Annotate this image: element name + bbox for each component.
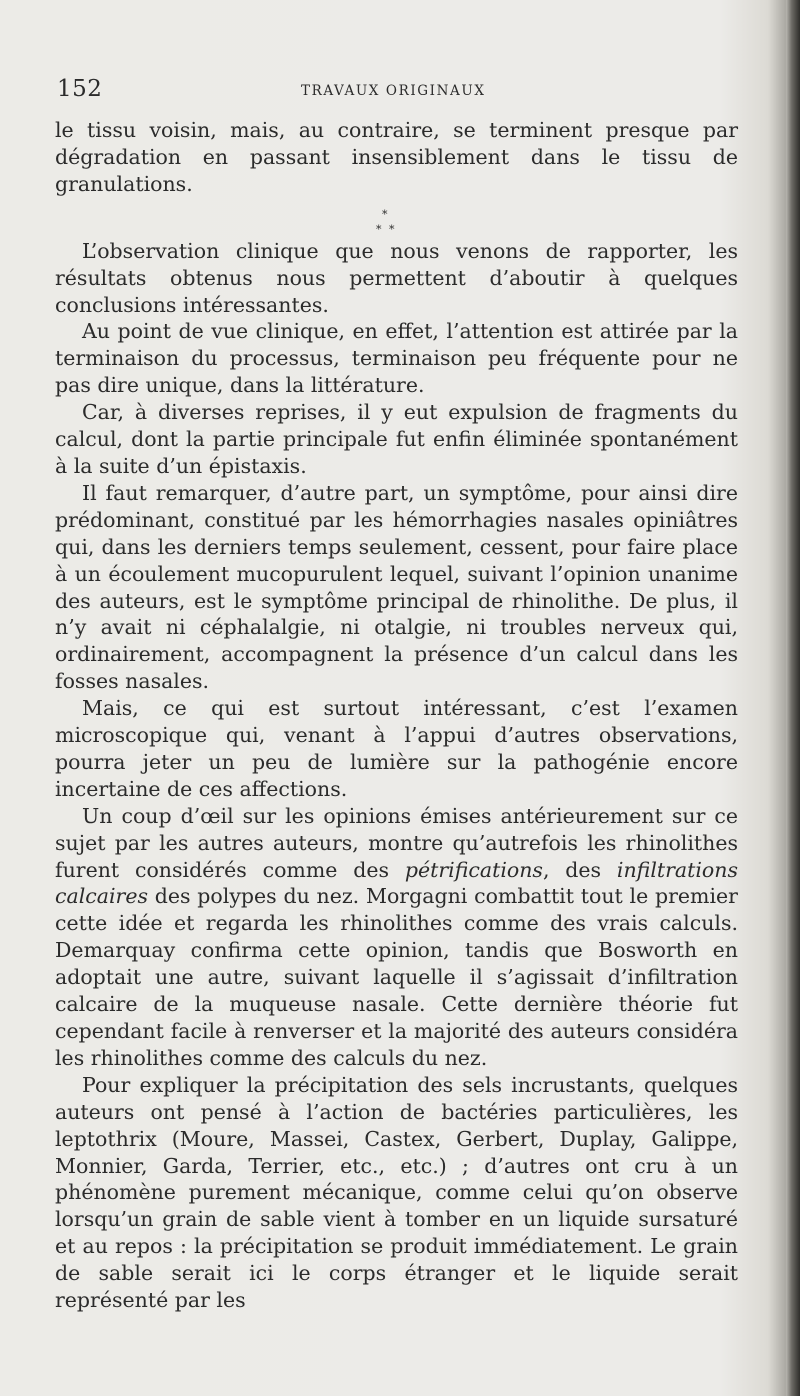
paragraph	[55, 117, 738, 198]
italic-text: pétrifications	[404, 857, 543, 882]
text-run: Au point de vue clinique, en effet, l’attention est attirée par la terminaison du processus, terminaison peu fréquente pour ne pas dire unique, dans la littérature.	[55, 319, 738, 398]
asterism	[55, 198, 738, 238]
paragraph	[55, 399, 738, 480]
text-run: Mais, ce qui est surtout intéressant, c’est l’examen microscopique qui, venant à l’appui d’autres observations, pourra jeter un peu de lumière sur la pathogénie encore incertaine de ces affections.	[55, 696, 738, 801]
text-run: Car, à diverses reprises, il y eut expulsion de fragments du calcul, dont la partie principale fut enfin éliminée spontanément à la suite d’un épistaxis.	[55, 400, 738, 478]
paragraph	[55, 803, 738, 1072]
text-run: Il faut remarquer, d’autre part, un symptôme, pour ainsi dire prédominant, constitué par les hémorrhagies nasales opiniâtres qui, dans les derniers temps seulement, cessent, pour faire place à un écoulement mucopurulent lequel, suivant l’opinion unanime des auteurs, est le symptôme principal de rhinolithe. De plus, il n’y avait ni céphalalgie, ni otalgie, ni troubles nerveux qui, ordinairement, accompagnent la présence d’un calcul dans les fosses nasales.	[55, 480, 738, 694]
asterism-star: *	[382, 207, 388, 221]
asterism-star: *	[376, 222, 382, 236]
page-number: 152	[57, 76, 103, 102]
asterism-star: *	[389, 222, 395, 236]
paragraph	[55, 480, 738, 695]
paragraph	[55, 238, 738, 319]
text-run: Un coup d’œil sur les opinions émises antérieurement sur ce sujet par les autres auteurs, montre qu’autrefois les rhinolithes furent considérés comme des	[55, 803, 738, 882]
text-run: L’observation clinique que nous venons de rapporter, les résultats obtenus nous permettent d’aboutir à quelques conclusions intéressantes.	[55, 238, 738, 317]
text-run: , des	[542, 857, 617, 882]
paragraph	[55, 318, 738, 399]
text-run: Pour expliquer la précipitation des sels incrustants, quelques auteurs ont pensé à l’action de bactéries particulières, les leptothrix (Moure, Massei, Castex, Gerbert, Duplay, Galippe, Monnier, Garda, Terrier, etc., etc.) ; d’autres ont cru à un phénomène purement mécanique, comme celui qu’on observe lorsqu’un grain de sable vient à tomber en un liquide sursaturé et au repos : la précipitation se produit immédiatement. Le grain de sable serait ici le corps étranger et le liquide serait représenté par les	[55, 1072, 738, 1313]
body-text	[55, 117, 738, 1314]
paragraph	[55, 1072, 738, 1314]
binding-shadow	[786, 0, 800, 1396]
text-run: des polypes du nez. Morgagni combattit tout le premier cette idée et regarda les rhinolithes comme des vrais calculs. Demarquay confirma cette opinion, tandis que Bosworth en adoptait une autre, suivant laquelle il s’agissait d’infiltration calcaire de la muqueuse nasale. Cette dernière théorie fut cependant facile à renverser et la majorité des auteurs considéra les rhinolithes comme des calculs du nez.	[55, 884, 738, 1070]
italic-text: infiltrations calcaires	[55, 857, 738, 909]
paragraph	[55, 695, 738, 803]
page-header	[57, 76, 747, 106]
running-title: TRAVAUX ORIGINAUX	[301, 83, 486, 99]
text-run: le tissu voisin, mais, au contraire, se terminent presque par dégradation en passant insensiblement dans le tissu de granulations.	[55, 118, 738, 196]
